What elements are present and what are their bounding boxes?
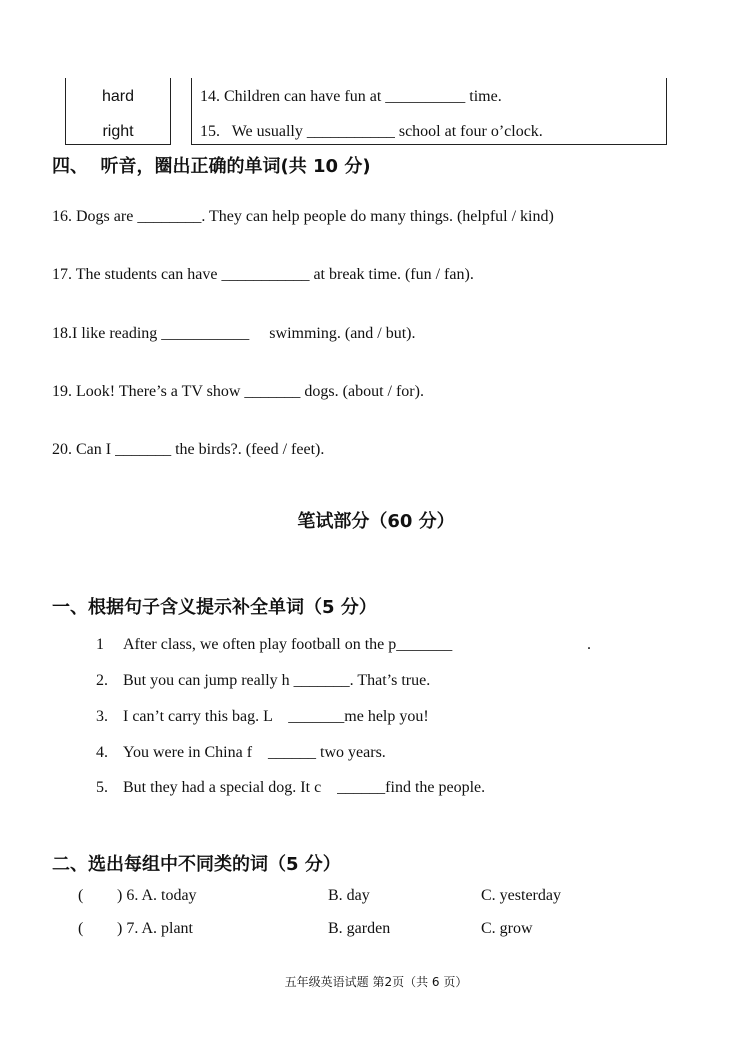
page-footer: 五年级英语试题 第2页（共 6 页） — [284, 975, 468, 989]
answer-paren: ( — [78, 887, 84, 904]
section-4-title: 四、 听音，圈出正确的单词(共 10 分) — [52, 156, 371, 177]
question-15: 15. We usually ___________ school at four o’clock. — [200, 123, 543, 140]
question-16: 16. Dogs are ________. They can help people do many things. (helpful / kind) — [52, 208, 554, 225]
part-1-number: 2. — [96, 672, 108, 689]
option-c: C. grow — [481, 920, 533, 937]
answer-paren: ( — [78, 920, 84, 937]
part-1-question: I can’t carry this bag. L _______me help you! — [123, 708, 429, 725]
part-1-question: After class, we often play football on the p_______ — [123, 636, 453, 653]
part-1-question: You were in China f ______ two years. — [123, 744, 386, 761]
part-1-number: 1 — [96, 636, 104, 653]
word-box-item: right — [102, 123, 134, 140]
option-a: ) 7. A. plant — [117, 920, 193, 937]
written-part-title: 笔试部分（60 分） — [297, 511, 455, 532]
part-1-question: But they had a special dog. It c ______find the people. — [123, 779, 486, 796]
option-b: B. garden — [328, 920, 391, 937]
part-1-question: But you can jump really h _______. That’s true. — [123, 672, 431, 689]
part-1-number: 5. — [96, 779, 108, 796]
part-1-question-period: . — [587, 636, 591, 653]
word-box-item: hard — [101, 88, 135, 105]
part-1-number: 4. — [96, 744, 108, 761]
part-1-number: 3. — [96, 708, 108, 725]
part-2-title: 二、选出每组中不同类的词（5 分） — [52, 854, 341, 875]
question-14: 14. Children can have fun at __________ time. — [200, 88, 502, 105]
question-20: 20. Can I _______ the birds?. (feed / feet). — [52, 441, 325, 458]
question-17: 17. The students can have ___________ at break time. (fun / fan). — [52, 266, 474, 283]
question-19: 19. Look! There’s a TV show _______ dogs. (about / for). — [52, 383, 424, 400]
word-box — [65, 78, 171, 145]
part-1-title: 一、根据句子含义提示补全单词（5 分） — [52, 597, 377, 618]
option-b: B. day — [328, 887, 370, 904]
option-a: ) 6. A. today — [117, 887, 197, 904]
option-c: C. yesterday — [481, 887, 561, 904]
question-18: 18.I like reading ___________ swimming. (and / but). — [52, 325, 416, 342]
